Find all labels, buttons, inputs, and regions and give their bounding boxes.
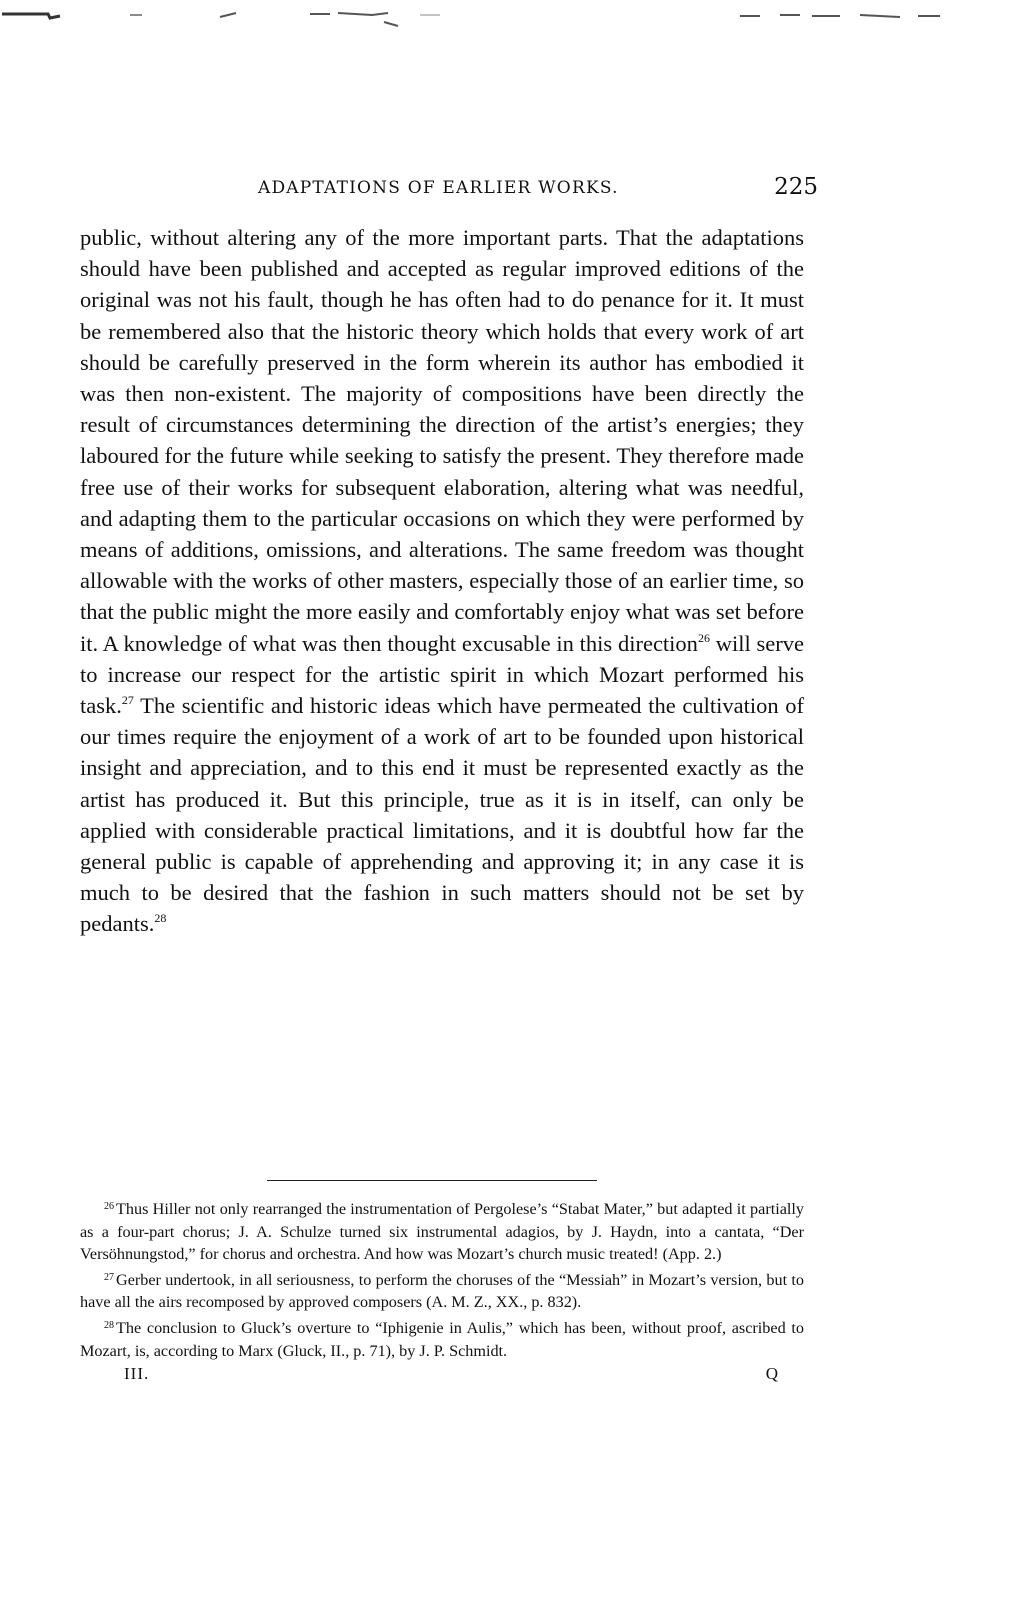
footnote-divider [267, 1180, 597, 1181]
running-title: ADAPTATIONS OF EARLIER WORKS. [258, 178, 619, 198]
body-paragraph [80, 222, 804, 940]
footnotes [80, 1198, 804, 1365]
running-header [258, 176, 818, 206]
footnote-text: Thus Hiller not only rearranged the instrumentation of Pergolese’s “Stabat Mater,” but adapted it partially as a four-part chorus; J. A. Schulze turned six instrumental adagios, by J. Haydn, into a cantata, “Der Versöhnungstod,” for chorus and orchestra. And how was Mozart’s church music treated! (App. 2.) [80, 1200, 804, 1264]
footnote-reference: 27 [121, 693, 134, 708]
footnote-text: The conclusion to Gluck’s overture to “Iphigenie in Aulis,” which has been, without proof, ascribed to Mozart, is, according to Marx (Gluck, II., p. 71), by J. P. Schmidt. [80, 1318, 804, 1360]
signature-line [124, 1364, 784, 1388]
footnote [80, 1198, 804, 1266]
footnote-mark: 27 [104, 1271, 114, 1283]
volume-number: III. [124, 1364, 150, 1383]
scan-artifact-marks [0, 8, 1034, 38]
footnote [80, 1269, 804, 1314]
signature-letter: Q [765, 1364, 778, 1383]
footnote-text: Gerber undertook, in all seriousness, to perform the choruses of the “Messiah” in Mozart’s version, but to have all the airs recomposed by approved composers (A. M. Z., XX., p. 832). [80, 1270, 804, 1312]
footnote [80, 1317, 804, 1362]
text-segment: The scientific and historic ideas which have permeated the cultivation of our times require the enjoyment of a work of art to be founded upon historical insight and appreciation, and to this end it must be represented exactly as the artist has produced it. But this principle, true as it is in itself, can only be applied with considerable practical limitations, and it is doubtful how far the general public is capable of apprehending and approving it; in any case it is much to be desired that the fashion in such matters should not be set by pedants. [80, 693, 804, 937]
footnote-reference: 26 [697, 630, 710, 645]
page-number: 225 [774, 174, 818, 200]
footnote-mark: 28 [104, 1319, 114, 1331]
text-segment: will serve to increase our respect for the artistic spirit in which Mozart performed his task. [80, 630, 804, 719]
footnote-reference: 28 [154, 911, 167, 926]
footnote-mark: 26 [104, 1201, 114, 1212]
text-segment: public, without altering any of the more important parts. That the adaptations should have been published and accepted as regular improved editions of the original was not his fault, though he has often had to do penance for it. It must be remembered also that the historic theory which holds that every work of art should be carefully preserved in the form wherein its author has embodied it was then non-existent. The majority of compositions have been directly the result of circumstances determining the direction of the artist’s energies; they laboured for the future while seeking to satisfy the present. They therefore made free use of their works for subsequent elaboration, altering what was needful, and adapting them to the particular occasions on which they were performed by means of additions, omissions, and alterations. The same freedom was thought allowable with the works of other masters, especially those of an earlier time, so that the public might the more easily and comfortably enjoy what was set before it. A knowledge of what was then thought excusable in this direction [80, 225, 804, 656]
main-text [80, 222, 804, 940]
